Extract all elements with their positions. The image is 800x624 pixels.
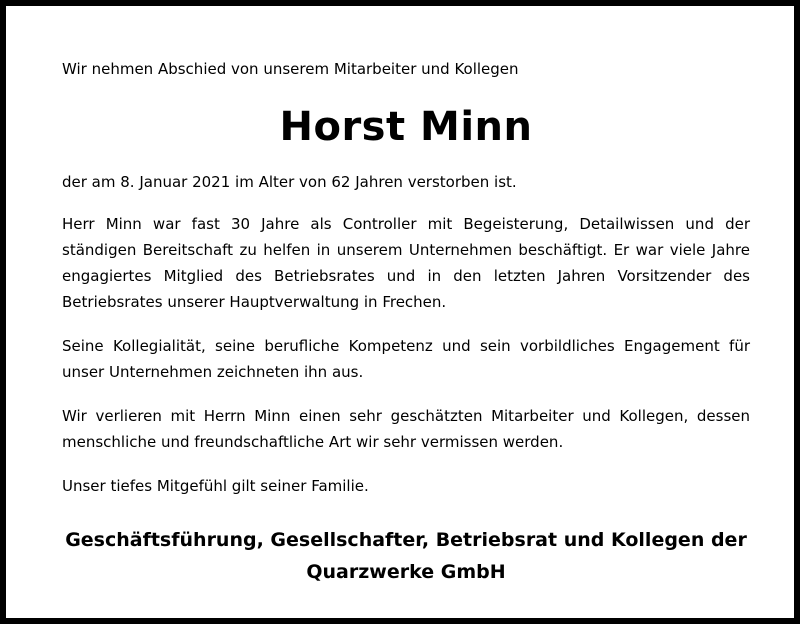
- signature-block: [62, 524, 750, 588]
- signature-line-1: Geschäftsführung, Gesellschafter, Betriebsrat und Kollegen der: [65, 529, 747, 551]
- death-date-paragraph: der am 8. Januar 2021 im Alter von 62 Jahren verstorben ist.: [62, 173, 517, 191]
- career-paragraph: Herr Minn war fast 30 Jahre als Controller mit Begeisterung, Detailwissen und der ständigen Bereitschaft zu helfen in unserem Unternehmen beschäftigt. Er war viele Jahre engagiertes Mitglied des Betriebsrates und in den letzten Jahren Vorsitzender des Betriebsrates unserer Hauptverwaltung in Frechen.: [62, 215, 750, 311]
- condolence-paragraph: Unser tiefes Mitgefühl gilt seiner Familie.: [62, 477, 369, 495]
- appreciation-paragraph: Seine Kollegialität, seine berufliche Kompetenz und sein vorbildliches Engagement für unser Unternehmen zeichneten ihn aus.: [62, 337, 750, 381]
- intro-text: Wir nehmen Abschied von unserem Mitarbeiter und Kollegen: [62, 60, 519, 78]
- signature-line-2: Quarzwerke GmbH: [306, 561, 506, 583]
- loss-paragraph: Wir verlieren mit Herrn Minn einen sehr geschätzten Mitarbeiter und Kollegen, dessen menschliche und freundschaftliche Art wir sehr vermissen werden.: [62, 407, 750, 451]
- deceased-name: Horst Minn: [279, 104, 533, 150]
